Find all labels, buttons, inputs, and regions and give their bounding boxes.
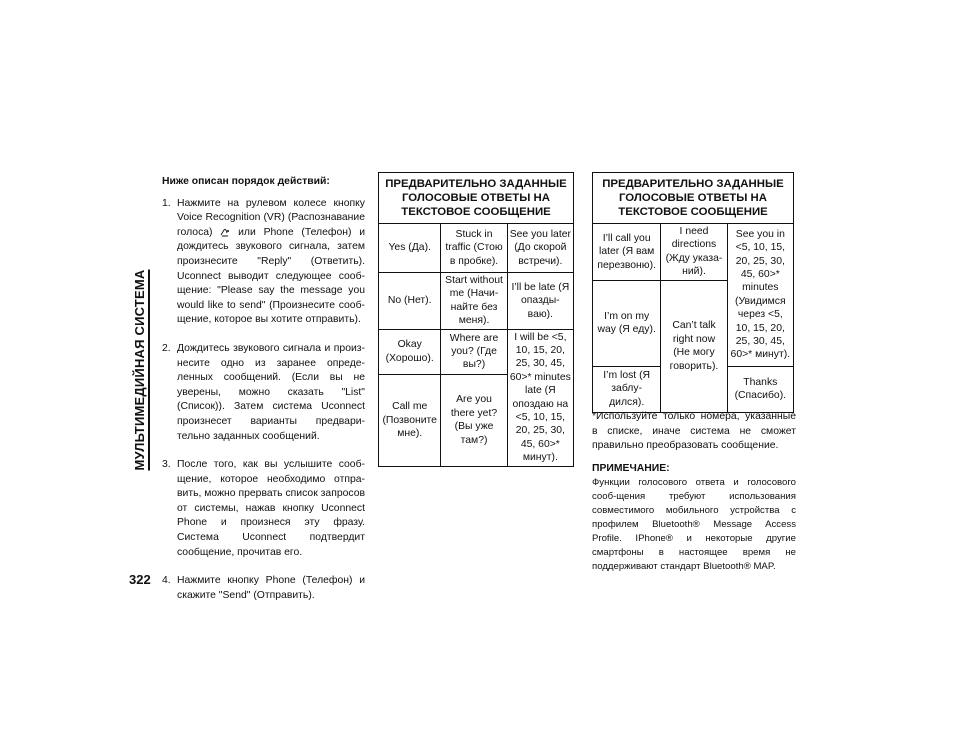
reply-cell: Thanks (Спасибо). xyxy=(727,366,793,412)
note-text: Функции голосового ответа и голосового сооб-щения требуют использования совместимого мобильного устройства с профилем Bluetooth® Message Access Profile. IPhone® и некоторые другие смартфоны в настоящее время не поддерживают стандарт Bluetooth® MAP. xyxy=(592,477,796,573)
voice-recognition-icon xyxy=(220,228,230,237)
step-number: 4. xyxy=(162,575,171,587)
reply-cell: I’ll call you later (Я вам перезвоню). xyxy=(593,224,661,281)
reply-cell: See you in <5, 10, 15, 20, 25, 30, 45, 60>* minutes (Увидимся через <5, 10, 15, 20, 25, 30, 45, 60>* минут). xyxy=(727,224,793,367)
note-title: ПРИМЕЧАНИЕ: xyxy=(592,462,670,474)
reply-cell: Start without me (Начи-найте без меня). xyxy=(441,273,507,330)
step-text: Нажмите кнопку Phone (Телефон) и скажите "Send" (Отправить). xyxy=(177,575,365,601)
reply-cell: Stuck in traffic (Стою в пробке). xyxy=(441,224,507,273)
reply-cell: Call me (Позвоните мне). xyxy=(379,374,441,466)
step-text: Нажмите на рулевом колесе кнопку Voice Recognition (VR) (Распознавание голоса) xyxy=(177,197,365,238)
table-header: ПРЕДВАРИТЕЛЬНО ЗАДАННЫЕ ГОЛОСОВЫЕ ОТВЕТЫ НА ТЕКСТОВОЕ СООБЩЕНИЕ xyxy=(593,173,794,224)
step-text: Дождитесь звукового сигнала и произ-несите одно из заранее опреде-ленных сообщений. (Если вы не уверены, можно сказать "List" (Список)). Затем система Uconnect произнесет варианты предвари-тельно заданных сообщений. xyxy=(177,342,365,442)
reply-cell: See you later (До скорой встречи). xyxy=(507,224,573,273)
reply-cell: I need directions (Жду указа-ний). xyxy=(661,224,727,281)
reply-cell: Where are you? (Где вы?) xyxy=(441,329,507,374)
instructions-column xyxy=(162,175,365,617)
reply-cell: I’m on my way (Я еду). xyxy=(593,280,661,366)
reply-cell: No (Нет). xyxy=(379,273,441,330)
reply-cell: Can’t talk right now (Не могу говорить). xyxy=(661,280,727,412)
footnote: *Используйте только номера, указанные в списке, иначе система не сможет правильно преобразовать сообщение. xyxy=(592,411,796,452)
reply-cell: Yes (Да). xyxy=(379,224,441,273)
reply-cell: I’ll be late (Я опазды-ваю). xyxy=(507,273,573,330)
step-2 xyxy=(162,342,365,444)
reply-cell: Okay (Хорошо). xyxy=(379,329,441,374)
step-4 xyxy=(162,574,365,603)
step-3 xyxy=(162,458,365,560)
step-1 xyxy=(162,197,365,328)
step-text: После того, как вы услышите сооб-щение, которое необходимо отпра-вить, можно прервать список запросов от системы, нажав кнопку Uconnect Phone и произнеся эту фразу. Система Uconnect подтвердит сообщение, прочитав его. xyxy=(177,459,365,558)
step-number: 3. xyxy=(162,459,171,471)
replies-table-1 xyxy=(378,172,574,467)
step-number: 1. xyxy=(162,197,171,209)
reply-cell: I’m lost (Я заблу-дился). xyxy=(593,366,661,412)
replies-table-2 xyxy=(592,172,794,413)
section-side-tab xyxy=(128,175,154,565)
section-title: МУЛЬТИМЕДИЙНАЯ СИСТЕМА xyxy=(132,269,150,470)
reply-cell: I will be <5, 10, 15, 20, 25, 30, 45, 60>* minutes late (Я опоздаю на <5, 10, 15, 20, 25, 30, 45, 60>* минут). xyxy=(507,329,573,466)
notes-column xyxy=(592,410,796,574)
table-header: ПРЕДВАРИТЕЛЬНО ЗАДАННЫЕ ГОЛОСОВЫЕ ОТВЕТЫ НА ТЕКСТОВОЕ СООБЩЕНИЕ xyxy=(379,173,574,224)
step-text-cont: или Phone (Телефон) и дождитесь звукового сигнала, затем произнесите "Reply" (Ответить). Uconnect выводит следующее сооб-щение: "Please say the message you would like to send" (Произнесите сооб-щение, которое вы хотите отправить). xyxy=(177,226,366,326)
step-number: 2. xyxy=(162,342,171,354)
reply-cell: Are you there yet? (Вы уже там?) xyxy=(441,374,507,466)
page-number: 322 xyxy=(129,572,151,587)
intro-text: Ниже описан порядок действий: xyxy=(162,176,330,187)
